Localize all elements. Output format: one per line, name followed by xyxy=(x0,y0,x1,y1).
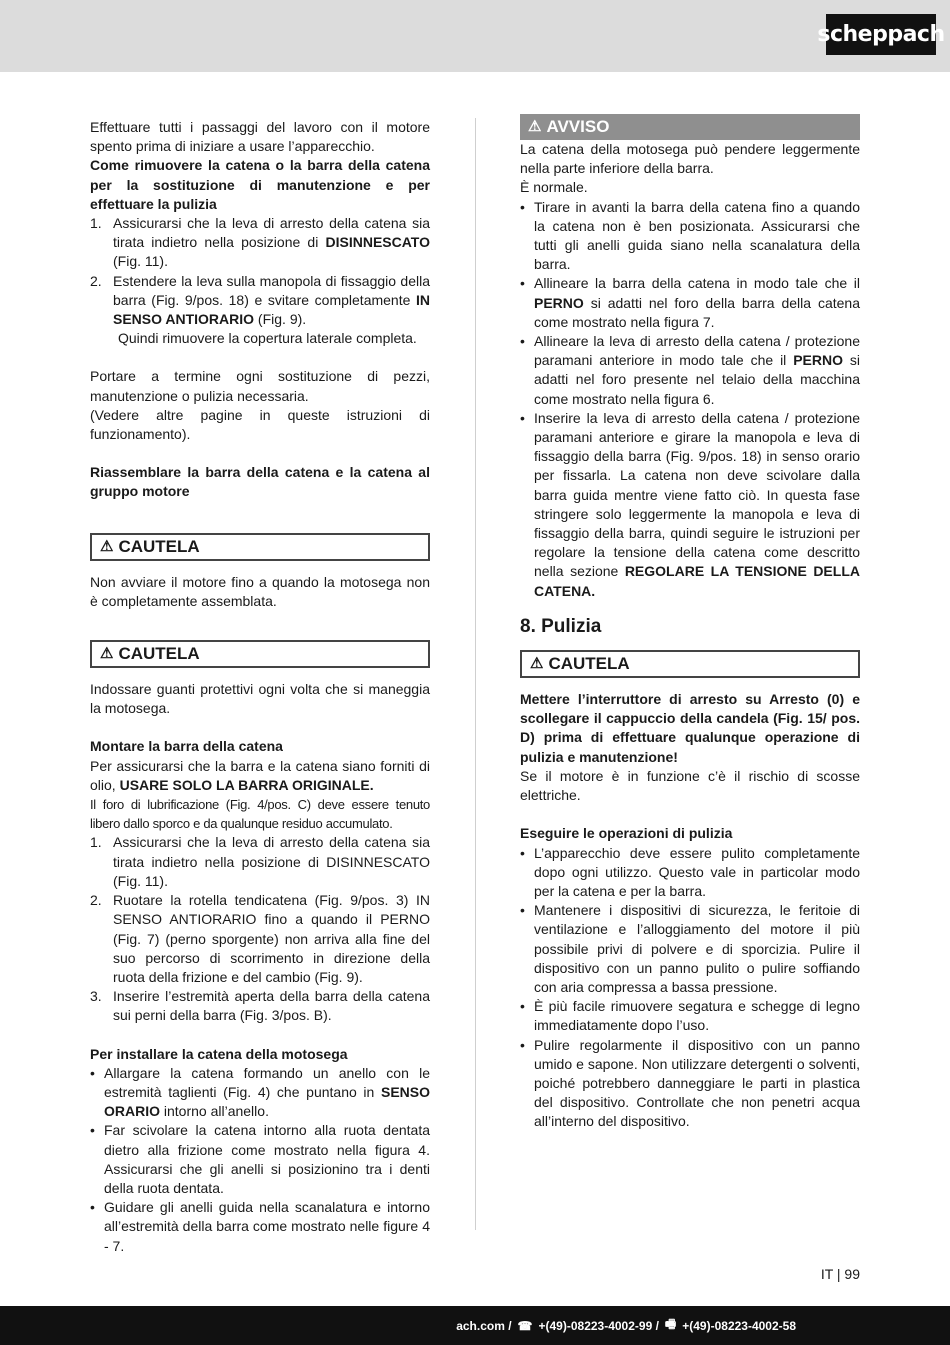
list-item: • È più facile rimuovere segatura e schegge di legno immediatamente dopo l’uso. xyxy=(520,998,860,1034)
warning-icon: ⚠ xyxy=(100,645,114,663)
caution-box: ⚠ CAUTELA xyxy=(520,650,860,678)
warning-icon: ⚠ xyxy=(528,118,542,136)
list-item: • Pulire regolarmente il dispositivo con un panno umido e sapone. Non utilizzare detergenti o solventi, poiché potrebbero danneggiare le parti in plastica del dispositivo. Controllate che non penetri acqua all’interno del dispositivo. xyxy=(520,1036,860,1130)
assembly-bullets xyxy=(520,198,860,601)
list-item: • Inserire la leva di arresto della catena / protezione paramani anteriore e girare la manopola e leva di fissaggio della barra (Fig. 9/pos. 18) in senso orario per fissarla. La catena non deve scivolare dalla barra guida mentre viene fatto ciò. In questa fase stringere solo leggermente la manopola e leva di fissaggio della barra, quindi seguire le istruzioni per regolare la tensione della catena come descritto nella sezione REGOLARE LA TENSIONE DELLA CATENA. xyxy=(520,409,860,599)
list-item: 1. Assicurarsi che la leva di arresto della catena sia tirata indietro nella posizione di DISINNESCATO (Fig. 11). xyxy=(90,215,430,270)
list-item: 2. Ruotare la rotella tendicatena (Fig. 9/pos. 3) IN SENSO ANTIORARIO fino a quando il PERNO (Fig. 7) (perno sporgente) non arriva alla fine del suo percorso di scorrimento in direzione della ruota della frizione e del cambio (Fig. 9). xyxy=(90,892,430,985)
remove-steps xyxy=(90,214,430,329)
notice-text: La catena della motosega può pendere leggermente nella parte inferiore della barra. xyxy=(520,141,860,177)
list-item: • Tirare in avanti la barra della catena fino a quando la catena non è ben posizionata. Assicurarsi che tutti gli anelli guida siano nella scanalatura della barra. xyxy=(520,198,860,273)
mount-steps xyxy=(90,833,430,1025)
brand-logo: scheppach xyxy=(826,14,936,55)
caution-text: Se il motore è in funzione c’è il rischio di scosse elettriche. xyxy=(520,767,860,804)
left-column xyxy=(90,118,430,1256)
footer-fax: +(49)-08223-4002-58 xyxy=(682,1318,796,1333)
list-item: • L’apparecchio deve essere pulito completamente dopo ogni utilizzo. Questo vale in particolar modo per la catena e per la barra. xyxy=(520,844,860,899)
mount-text: Per assicurarsi che la barra e la catena siano forniti di olio, USARE SOLO LA BARRA ORIGINALE. xyxy=(90,757,430,793)
caution-box: ⚠ CAUTELA xyxy=(90,640,430,668)
list-item: 1. Assicurarsi che la leva di arresto della catena sia tirata indietro nella posizione di DISINNESCATO (Fig. 11). xyxy=(90,834,430,889)
reassemble-heading: Riassemblare la barra della catena e la catena al gruppo motore xyxy=(90,464,430,500)
see-text: (Vedere altre pagine in queste istruzioni di funzionamento). xyxy=(90,406,430,443)
list-item: • Far scivolare la catena intorno alla ruota dentata dietro alla frizione come mostrato nella figura 4. Assicurarsi che gli anelli si posizionino tra i denti della ruota dentata. xyxy=(90,1122,430,1196)
notice-box: ⚠ AVVISO xyxy=(520,114,860,140)
mount-note: Il foro di lubrificazione (Fig. 4/pos. C) deve essere tenuto libero dallo sporco e da qualunque residuo accumulato. xyxy=(90,797,430,832)
caution-text: Indossare guanti protettivi ogni volta che si maneggia la motosega. xyxy=(90,681,430,717)
remove-after: Quindi rimuovere la copertura laterale completa. xyxy=(118,330,417,347)
right-column xyxy=(520,114,860,1132)
header-bar xyxy=(0,0,950,72)
list-item: • Mantenere i dispositivi di sicurezza, le feritoie di ventilazione e l’alloggiamento del motore il più possibile privi di polvere e di sporcizia. Pulire il dispositivo con un panno pulito o pulire soffiando con aria compressa a bassa pressione. xyxy=(520,902,860,995)
mount-heading: Montare la barra della catena xyxy=(90,738,283,755)
install-heading: Per installare la catena della motosega xyxy=(90,1045,348,1062)
warning-icon: ⚠ xyxy=(100,538,114,556)
page-number: IT | 99 xyxy=(820,1266,860,1282)
list-item: • Allineare la leva di arresto della catena / protezione paramani anteriore in modo tale che il PERNO si adatti nel foro presente nel telaio della macchina come mostrato nella figura 6. xyxy=(520,333,860,407)
intro-text: Effettuare tutti i passaggi del lavoro con il motore spento prima di iniziare a usare l’apparecchio. xyxy=(90,119,430,155)
list-item: 2. Estendere la leva sulla manopola di fissaggio della barra (Fig. 9/pos. 18) e svitare completamente IN SENSO ANTIORARIO (Fig. 9). xyxy=(90,272,430,328)
notice-normal: È normale. xyxy=(520,179,588,196)
footer-phone: +(49)-08223-4002-99 / xyxy=(538,1318,659,1333)
footer-bar xyxy=(0,1306,950,1345)
install-bullets xyxy=(90,1064,430,1256)
list-item: • Allargare la catena formando un anello con le estremità taglienti (Fig. 4) che puntano in SENSO ORARIO intorno all’anello. xyxy=(90,1064,430,1120)
list-item: • Allineare la barra della catena in modo tale che il PERNO si adatti nel foro della barra della catena come mostrato nella figura 7. xyxy=(520,275,860,330)
phone-icon: ☎ xyxy=(517,1318,533,1333)
section-title: 8. Pulizia xyxy=(520,615,602,637)
caution-box: ⚠ CAUTELA xyxy=(90,533,430,561)
finish-text: Portare a termine ogni sostituzione di pezzi, manutenzione o pulizia necessaria. xyxy=(90,368,430,404)
list-item: • Guidare gli anelli guida nella scanalatura e intorno all’estremità della barra come mostrato nelle figure 4 - 7. xyxy=(90,1199,430,1254)
list-item: 3. Inserire l’estremità aperta della barra della catena sui perni della barra (Fig. 3/pos. B). xyxy=(90,988,430,1024)
remove-heading: Come rimuovere la catena o la barra della catena per la sostituzione di manutenzione e per effettuare la pulizia xyxy=(90,157,430,212)
column-divider xyxy=(475,118,476,1230)
footer-email[interactable]: ach.com / xyxy=(456,1318,512,1333)
fax-icon: 🖷 xyxy=(664,1317,677,1331)
caution-bold-text: Mettere l’interruttore di arresto su Arresto (0) e scollegare il cappuccio della candela (Fig. 15/ pos. D) prima di effettuare qualunque operazione di pulizia e manutenzione! xyxy=(520,691,860,765)
clean-heading: Eseguire le operazioni di pulizia xyxy=(520,825,733,842)
caution-text: Non avviare il motore fino a quando la motosega non è completamente assemblata. xyxy=(90,573,430,609)
clean-bullets xyxy=(520,844,860,1132)
warning-icon: ⚠ xyxy=(530,655,544,673)
